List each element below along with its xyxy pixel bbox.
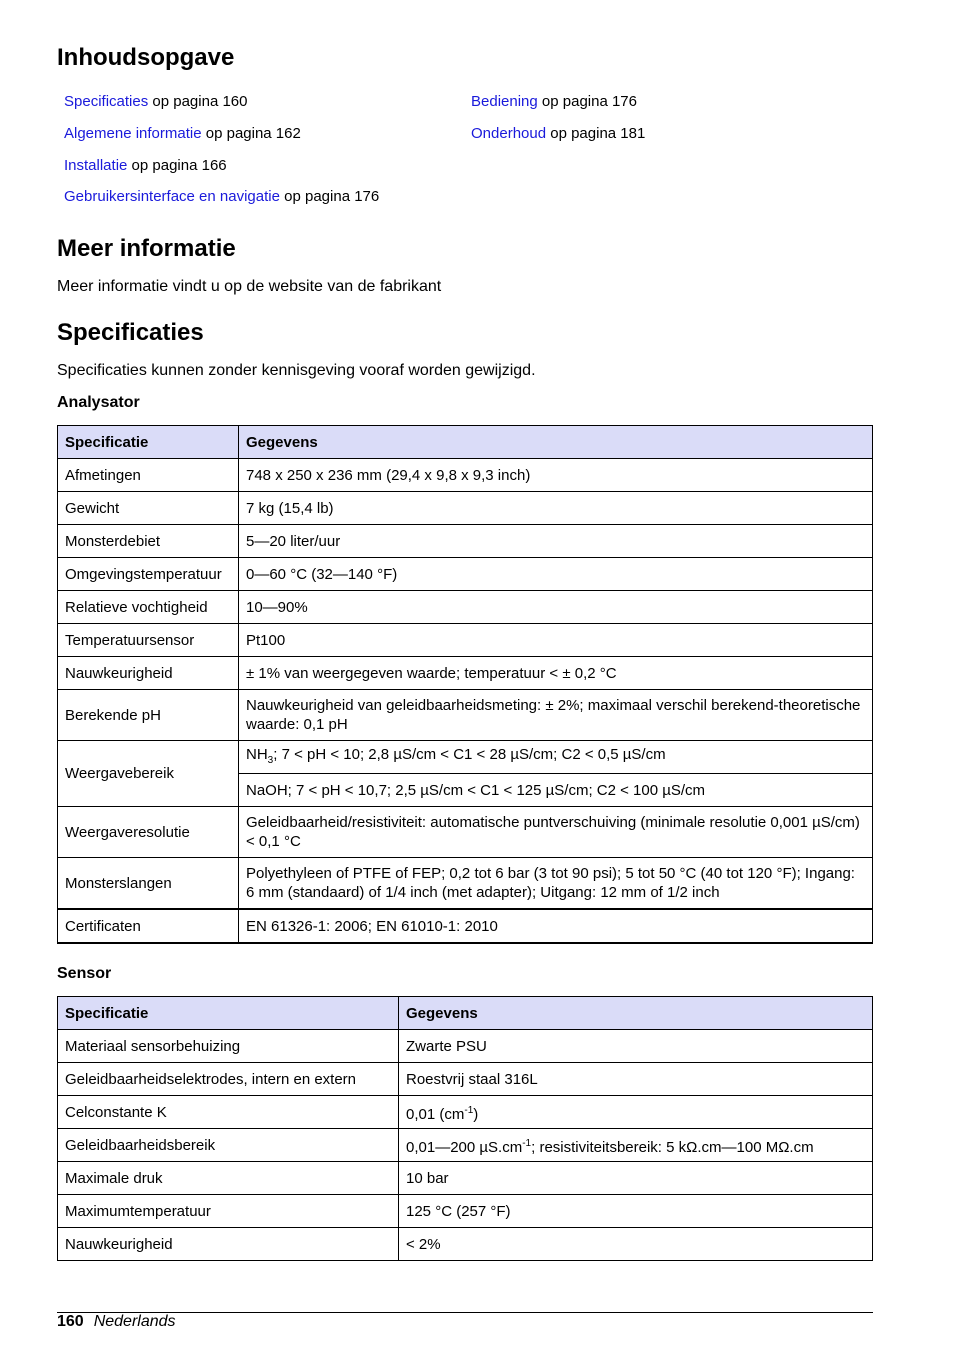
meer-informatie-text: Meer informatie vindt u op de website van de fabrikant — [57, 278, 442, 295]
spec-value: ± 1% van weergegeven waarde; temperatuur < ± 0,2 °C — [239, 657, 873, 690]
toc-page-ref: op pagina 176 — [537, 93, 637, 110]
page-footer — [57, 1313, 176, 1331]
toc-item-onderhoud[interactable] — [471, 125, 645, 142]
sensor-table — [57, 996, 873, 1261]
spec-value: NaOH; 7 < pH < 10,7; 2,5 µS/cm < C1 < 125 µS/cm; C2 < 100 µS/cm — [239, 774, 873, 807]
toc-page-ref: op pagina 166 — [127, 157, 227, 174]
footer-language: Nederlands — [93, 1313, 176, 1330]
spec-value-superscript: -1 — [464, 1104, 474, 1116]
page-number: 160 — [57, 1313, 84, 1330]
spec-label: Weergaveresolutie — [58, 807, 239, 858]
table-row — [58, 1030, 873, 1063]
table-row — [58, 525, 873, 558]
spec-value-part: ) — [473, 1105, 479, 1123]
spec-value: 10—90% — [239, 591, 873, 624]
toc-link[interactable]: Bediening — [471, 93, 538, 110]
spec-value: Nauwkeurigheid van geleidbaarheidsmeting: ± 2%; maximaal verschil berekend-theoretische waarde: 0,1 pH — [239, 690, 873, 741]
spec-label: Weergavebereik — [58, 741, 239, 807]
sensor-heading: Sensor — [57, 965, 112, 982]
toc-page-ref: op pagina 162 — [201, 125, 301, 142]
footer-divider — [57, 1312, 873, 1313]
analysator-heading: Analysator — [57, 394, 140, 411]
spec-value: Pt100 — [239, 624, 873, 657]
spec-label: Materiaal sensorbehuizing — [58, 1030, 399, 1063]
spec-value-subscript: 3 — [267, 754, 274, 766]
spec-label: Afmetingen — [58, 459, 239, 492]
spec-value-part: NH — [246, 745, 268, 763]
toc-item-algemene-informatie[interactable] — [64, 125, 301, 142]
spec-value: 0—60 °C (32—140 °F) — [239, 558, 873, 591]
spec-value: 7 kg (15,4 lb) — [239, 492, 873, 525]
spec-value: 748 x 250 x 236 mm (29,4 x 9,8 x 9,3 inch) — [239, 459, 873, 492]
specificaties-intro: Specificaties kunnen zonder kennisgeving vooraf worden gewijzigd. — [57, 362, 536, 379]
spec-value-part: ; resistiviteitsbereik: 5 kΩ.cm—100 MΩ.cm — [531, 1138, 814, 1156]
toc-item-installatie[interactable] — [64, 157, 227, 174]
spec-value-superscript: -1 — [522, 1137, 532, 1149]
spec-label: Monsterslangen — [58, 858, 239, 910]
table-row — [58, 657, 873, 690]
spec-label: Celconstante K — [58, 1096, 399, 1129]
table-row — [58, 909, 873, 943]
analysator-table — [57, 425, 873, 944]
table-row — [58, 741, 873, 774]
spec-label: Temperatuursensor — [58, 624, 239, 657]
spec-value: EN 61326-1: 2006; EN 61010-1: 2010 — [239, 909, 873, 943]
spec-value — [239, 741, 873, 774]
spec-label: Monsterdebiet — [58, 525, 239, 558]
toc-link[interactable]: Gebruikersinterface en navigatie — [64, 188, 280, 205]
spec-label: Nauwkeurigheid — [58, 657, 239, 690]
table-row — [58, 690, 873, 741]
spec-label: Gewicht — [58, 492, 239, 525]
spec-value-part: 0,01—200 µS.cm — [406, 1138, 523, 1156]
spec-label: Nauwkeurigheid — [58, 1228, 399, 1261]
column-header-gegevens: Gegevens — [399, 997, 873, 1030]
spec-value: Geleidbaarheid/resistiviteit: automatische puntverschuiving (minimale resolutie 0,001 µS/cm) < 0,1 °C — [239, 807, 873, 858]
table-row — [58, 459, 873, 492]
toc-link[interactable]: Installatie — [64, 157, 128, 174]
toc-page-ref: op pagina 176 — [279, 188, 380, 205]
spec-label: Omgevingstemperatuur — [58, 558, 239, 591]
column-header-specificatie: Specificatie — [58, 426, 239, 459]
column-header-gegevens: Gegevens — [239, 426, 873, 459]
table-row — [58, 1063, 873, 1096]
column-header-specificatie: Specificatie — [58, 997, 399, 1030]
spec-value: Zwarte PSU — [399, 1030, 873, 1063]
spec-value: Polyethyleen of PTFE of FEP; 0,2 tot 6 bar (3 tot 90 psi); 5 tot 50 °C (40 tot 120 °F); Ingang: 6 mm (standaard) of 1/4 inch (met adapter); Uitgang: 12 mm of 1/2 inch — [239, 858, 873, 910]
spec-value: < 2% — [399, 1228, 873, 1261]
table-row — [58, 1228, 873, 1261]
spec-value: 10 bar — [399, 1162, 873, 1195]
table-row — [58, 591, 873, 624]
spec-value: 125 °C (257 °F) — [399, 1195, 873, 1228]
toc-page-ref: op pagina 181 — [546, 125, 646, 142]
spec-label: Geleidbaarheidsbereik — [58, 1129, 399, 1162]
toc-link[interactable]: Onderhoud — [471, 125, 547, 142]
spec-label: Geleidbaarheidselektrodes, intern en extern — [58, 1063, 399, 1096]
table-row — [58, 1096, 873, 1129]
toc-page-ref: op pagina 160 — [148, 93, 248, 110]
table-row — [58, 1195, 873, 1228]
spec-value: Roestvrij staal 316L — [399, 1063, 873, 1096]
meer-informatie-heading: Meer informatie — [57, 235, 236, 262]
specificaties-heading: Specificaties — [57, 319, 204, 346]
toc-link[interactable]: Algemene informatie — [64, 125, 202, 142]
toc-item-bediening[interactable] — [471, 93, 637, 110]
spec-label: Relatieve vochtigheid — [58, 591, 239, 624]
toc-link[interactable]: Specificaties — [64, 93, 149, 110]
table-row — [58, 1129, 873, 1162]
table-row — [58, 1162, 873, 1195]
table-row — [58, 492, 873, 525]
spec-value — [399, 1129, 873, 1162]
spec-value-part: ; 7 < pH < 10; 2,8 µS/cm < C1 < 28 µS/cm; C2 < 0,5 µS/cm — [273, 745, 666, 763]
toc-item-specificaties[interactable] — [64, 93, 247, 110]
spec-value — [399, 1096, 873, 1129]
spec-label: Certificaten — [58, 909, 239, 943]
table-row — [58, 624, 873, 657]
spec-label: Berekende pH — [58, 690, 239, 741]
spec-label: Maximale druk — [58, 1162, 399, 1195]
table-header-row — [58, 426, 873, 459]
spec-value-part: 0,01 (cm — [406, 1105, 465, 1123]
toc-heading: Inhoudsopgave — [57, 44, 235, 71]
table-row — [58, 807, 873, 858]
table-row — [58, 558, 873, 591]
toc-item-gebruikersinterface[interactable] — [64, 188, 379, 205]
table-row — [58, 858, 873, 910]
spec-value: 5—20 liter/uur — [239, 525, 873, 558]
spec-label: Maximumtemperatuur — [58, 1195, 399, 1228]
table-header-row — [58, 997, 873, 1030]
